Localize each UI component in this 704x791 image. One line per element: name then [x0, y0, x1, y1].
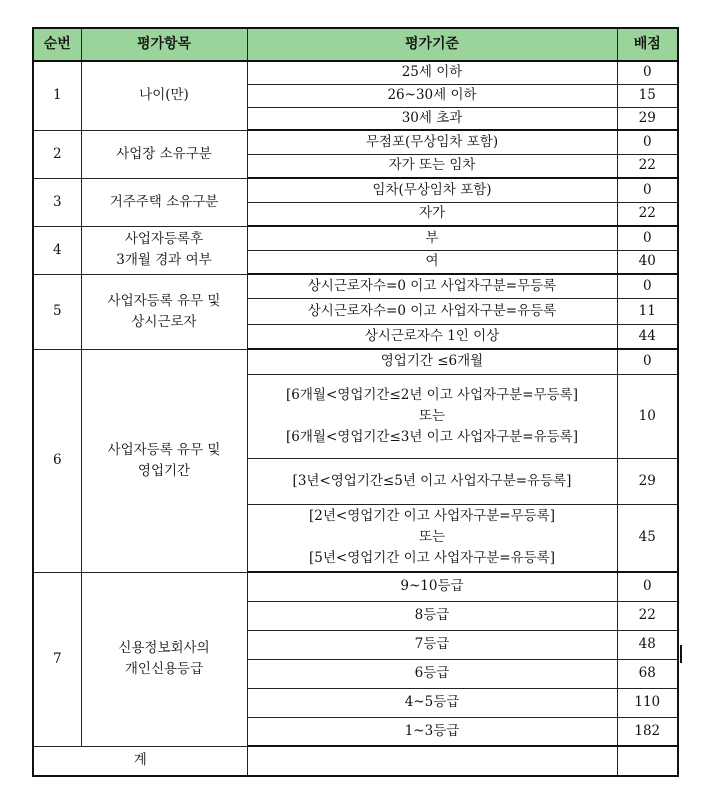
- points-value: 0: [617, 130, 678, 154]
- total-points-cell: [617, 746, 678, 776]
- points-value: 0: [617, 274, 678, 298]
- evaluation-criteria: 부: [247, 226, 617, 250]
- total-label: 계: [33, 746, 247, 776]
- evaluation-item: 신용정보회사의 개인신용등급: [81, 572, 247, 746]
- points-value: 15: [617, 84, 678, 107]
- evaluation-criteria: 무점포(무상임차 포함): [247, 130, 617, 154]
- points-value: 48: [617, 630, 678, 659]
- points-value: 22: [617, 154, 678, 178]
- row-number: 5: [33, 274, 81, 349]
- evaluation-criteria: 여: [247, 250, 617, 274]
- table-row: [33, 349, 678, 374]
- points-value: 110: [617, 688, 678, 717]
- total-row: [33, 746, 678, 776]
- evaluation-criteria: 임차(무상임차 포함): [247, 178, 617, 202]
- evaluation-item: 사업자등록 유무 및 영업기간: [81, 349, 247, 572]
- points-value: 0: [617, 178, 678, 202]
- table-row: [33, 61, 678, 84]
- evaluation-criteria: 상시근로자수 1인 이상: [247, 324, 617, 349]
- header-no: 순번: [33, 28, 81, 61]
- row-number: 1: [33, 61, 81, 130]
- header-row: [33, 28, 678, 61]
- points-value: 29: [617, 458, 678, 504]
- points-value: 0: [617, 61, 678, 84]
- header-points: 배점: [617, 28, 678, 61]
- evaluation-criteria: [3년<영업기간≤5년 이고 사업자구분=유등록]: [247, 458, 617, 504]
- points-value: 45: [617, 504, 678, 572]
- table-body: [33, 61, 678, 746]
- evaluation-item: 사업자등록 유무 및 상시근로자: [81, 274, 247, 349]
- evaluation-criteria: 4~5등급: [247, 688, 617, 717]
- evaluation-criteria: 26~30세 이하: [247, 84, 617, 107]
- evaluation-criteria: 상시근로자수=0 이고 사업자구분=무등록: [247, 274, 617, 298]
- points-value: 182: [617, 717, 678, 746]
- evaluation-item: 거주주택 소유구분: [81, 178, 247, 226]
- evaluation-criteria: 자가: [247, 202, 617, 226]
- evaluation-item: 사업자등록후 3개월 경과 여부: [81, 226, 247, 274]
- row-number: 4: [33, 226, 81, 274]
- evaluation-criteria: 30세 초과: [247, 107, 617, 130]
- points-value: 10: [617, 374, 678, 458]
- evaluation-item: 사업장 소유구분: [81, 130, 247, 178]
- points-value: 11: [617, 298, 678, 324]
- evaluation-criteria: 9~10등급: [247, 572, 617, 601]
- points-value: 29: [617, 107, 678, 130]
- points-value: 22: [617, 202, 678, 226]
- total-criteria-cell: [247, 746, 617, 776]
- scoring-table: [32, 27, 679, 777]
- table-row: [33, 226, 678, 250]
- evaluation-criteria: 6등급: [247, 659, 617, 688]
- text-cursor: [680, 645, 682, 663]
- evaluation-criteria: 1~3등급: [247, 717, 617, 746]
- evaluation-item: 나이(만): [81, 61, 247, 130]
- header-criteria: 평가기준: [247, 28, 617, 61]
- evaluation-criteria: 25세 이하: [247, 61, 617, 84]
- points-value: 22: [617, 601, 678, 630]
- header-item: 평가항목: [81, 28, 247, 61]
- evaluation-criteria: 7등급: [247, 630, 617, 659]
- evaluation-criteria: 영업기간 ≤6개월: [247, 349, 617, 374]
- points-value: 40: [617, 250, 678, 274]
- evaluation-criteria: 상시근로자수=0 이고 사업자구분=유등록: [247, 298, 617, 324]
- table-row: [33, 274, 678, 298]
- row-number: 7: [33, 572, 81, 746]
- points-value: 68: [617, 659, 678, 688]
- evaluation-criteria: [6개월<영업기간≤2년 이고 사업자구분=무등록] 또는 [6개월<영업기간≤3년 이고 사업자구분=유등록]: [247, 374, 617, 458]
- points-value: 0: [617, 226, 678, 250]
- evaluation-criteria: [2년<영업기간 이고 사업자구분=무등록] 또는 [5년<영업기간 이고 사업자구분=유등록]: [247, 504, 617, 572]
- table-row: [33, 572, 678, 601]
- evaluation-criteria: 자가 또는 임차: [247, 154, 617, 178]
- row-number: 3: [33, 178, 81, 226]
- table-row: [33, 178, 678, 202]
- points-value: 44: [617, 324, 678, 349]
- table-row: [33, 130, 678, 154]
- points-value: 0: [617, 349, 678, 374]
- points-value: 0: [617, 572, 678, 601]
- row-number: 2: [33, 130, 81, 178]
- evaluation-criteria: 8등급: [247, 601, 617, 630]
- row-number: 6: [33, 349, 81, 572]
